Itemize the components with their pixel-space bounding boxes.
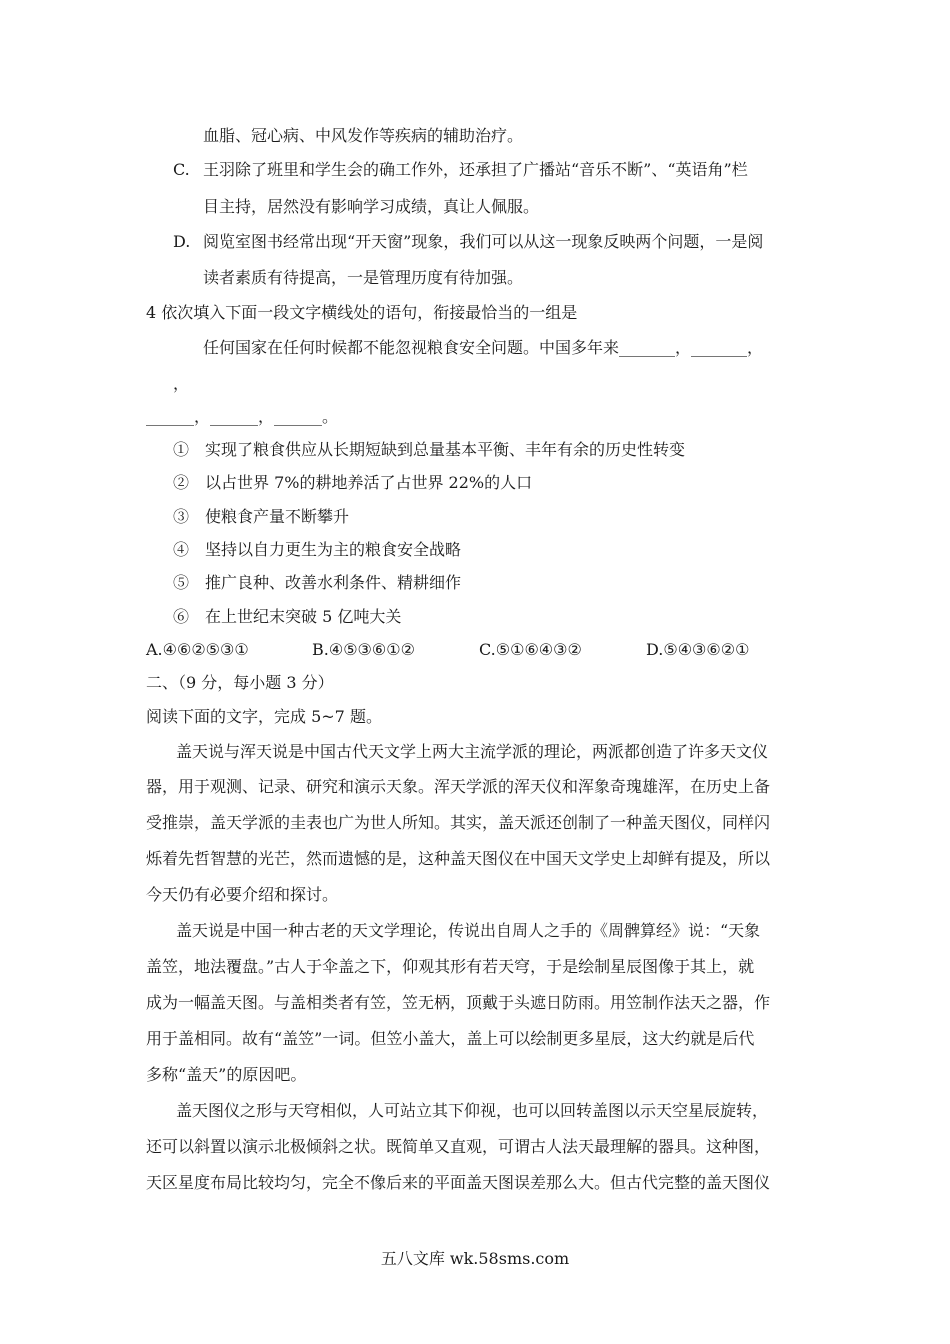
- question-4-item-5: ⑤ 推广良种、改善水利条件、精耕细作: [173, 573, 462, 592]
- option-d-line-2: 读者素质有待提高，一是管理历度有待加强。: [203, 268, 524, 287]
- question-4-item-6: ⑥ 在上世纪末突破 5 亿吨大关: [173, 607, 402, 626]
- passage-p2-line-5: 多称“盖天”的原因吧。: [146, 1065, 307, 1084]
- question-4-para-line-3: ______，______，______。: [146, 407, 339, 426]
- question-4-item-4: ④ 坚持以自力更生为主的粮食安全战略: [173, 540, 462, 559]
- question-4-para-line-2: ，: [173, 374, 190, 393]
- question-4-choice-d: D.⑤④③⑥②①: [646, 640, 750, 659]
- passage-p2-line-1: 盖天说是中国一种古老的天文学理论，传说出自周人之手的《周髀算经》说：“天象: [176, 921, 761, 940]
- question-4-choice-a: A.④⑥②⑤③①: [146, 640, 249, 659]
- passage-p1-line-2: 器，用于观测、记录、研究和演示天象。浑天学派的浑天仪和浑象奇瑰雄浑，在历史上备: [146, 777, 771, 796]
- passage-p1-line-4: 烁着先哲智慧的光芒，然而遗憾的是，这种盖天图仪在中国天文学史上却鲜有提及，所以: [146, 849, 771, 868]
- passage-p2-line-3: 成为一幅盖天图。与盖相类者有笠，笠无柄，顶戴于头遮日防雨。用笠制作法天之器，作: [146, 993, 771, 1012]
- option-d-label: D.: [173, 232, 191, 251]
- option-d-text: 阅览室图书经常出现“开天窗”现象，我们可以从这一现象反映两个问题，一是阅: [203, 232, 764, 251]
- section-2-instruction: 阅读下面的文字，完成 5~7 题。: [146, 707, 382, 726]
- question-4-item-3: ③ 使粮食产量不断攀升: [173, 507, 350, 526]
- question-4-item-1: ① 实现了粮食供应从长期短缺到总量基本平衡、丰年有余的历史性转变: [173, 440, 686, 459]
- passage-p3-line-2: 还可以斜置以演示北极倾斜之状。既简单又直观，可谓古人法天最理解的器具。这种图，: [146, 1137, 771, 1156]
- passage-p2-line-4: 用于盖相同。故有“盖笠”一词。但笠小盖大，盖上可以绘制更多星辰，这大约就是后代: [146, 1029, 755, 1048]
- question-4-stem: 4 依次填入下面一段文字横线处的语句，衔接最恰当的一组是: [146, 303, 578, 322]
- section-2-heading: 二、（9 分，每小题 3 分）: [146, 673, 334, 692]
- question-4-choice-b: B.④⑤③⑥①②: [312, 640, 415, 659]
- option-d-line-1: [173, 232, 763, 252]
- option-c-line-1: [173, 160, 748, 180]
- question-4-choice-c: C.⑤①⑥④③②: [479, 640, 582, 659]
- passage-p1-line-5: 今天仍有必要介绍和探讨。: [146, 885, 339, 904]
- page-footer: 五八文库 wk.58sms.com: [380, 1249, 570, 1268]
- option-c-text: 王羽除了班里和学生会的确工作外，还承担了广播站“音乐不断”、“英语角”栏: [203, 160, 748, 179]
- option-c-label: C.: [173, 160, 190, 179]
- passage-p1-line-1: 盖天说与浑天说是中国古代天文学上两大主流学派的理论，两派都创造了许多天文仪: [176, 742, 769, 761]
- question-4-para-line-1: 任何国家在任何时候都不能忽视粮食安全问题。中国多年来_______，_______，: [203, 338, 764, 357]
- option-b-continuation: 血脂、冠心病、中风发作等疾病的辅助治疗。: [203, 126, 524, 145]
- passage-p3-line-3: 天区星度布局比较均匀，完全不像后来的平面盖天图误差那么大。但古代完整的盖天图仪: [146, 1173, 771, 1192]
- option-c-line-2: 目主持，居然没有影响学习成绩，真让人佩服。: [203, 197, 540, 216]
- passage-p3-line-1: 盖天图仪之形与天穹相似，人可站立其下仰视，也可以回转盖图以示天空星辰旋转，: [176, 1101, 769, 1120]
- question-4-item-2: ② 以占世界 7%的耕地养活了占世界 22%的人口: [173, 473, 533, 492]
- passage-p1-line-3: 受推崇，盖天学派的圭表也广为世人所知。其实，盖天派还创制了一种盖天图仪，同样闪: [146, 813, 771, 832]
- passage-p2-line-2: 盖笠，地法覆盘。”古人于伞盖之下，仰观其形有若天穹，于是绘制星辰图像于其上，就: [146, 957, 755, 976]
